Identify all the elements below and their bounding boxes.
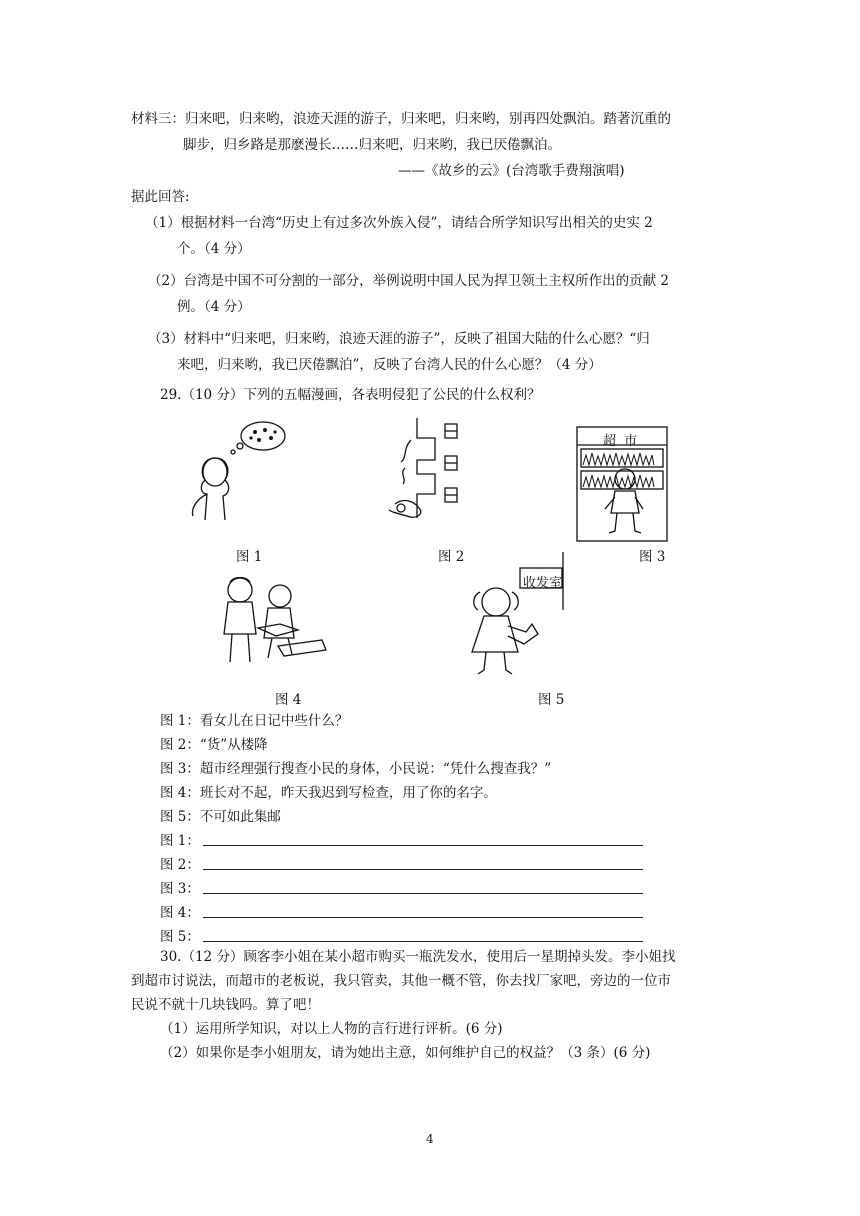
prompt-text: 据此回答: [131, 189, 190, 205]
caption-figure-1: 图 1：看女儿在日记中些什么？ [160, 713, 349, 729]
supermarket-sign: 超 市 [603, 434, 640, 449]
mailroom-sign: 收发室 [523, 576, 563, 591]
question-2-line1: （2）台湾是中国不可分割的一部分，举例说明中国人民为捍卫领土主权所作出的贡献 2 [148, 273, 669, 289]
question-3-line2: 来吧，归来哟，我已厌倦飘泊”，反映了台湾人民的什么心愿？（4 分） [177, 357, 602, 373]
question-30-line3: 民说不就十几块钱吗。算了吧！ [131, 997, 320, 1013]
figure-5-label: 图 5 [538, 692, 565, 708]
figure-1-cartoon [185, 420, 295, 525]
material3-line1: 材料三：归来吧，归来哟，浪迹天涯的游子，归来吧，归来哟，别再四处飘泊。踏著沉重的 [131, 111, 671, 127]
answer-label-figure-4: 图 4： [160, 905, 200, 921]
figure-2-cartoon [385, 418, 475, 528]
question-1-line1: （1）根据材料一台湾“历史上有过多次外族入侵”，请结合所学知识写出相关的史实 2 [145, 215, 653, 231]
figure-4-cartoon [218, 574, 330, 666]
figure-2-label: 图 2 [438, 549, 465, 565]
caption-figure-2: 图 2：“货”从楼降 [160, 737, 268, 753]
figure-4-label: 图 4 [275, 692, 302, 708]
material3-line2: 脚步，归乡路是那麽漫长……归来吧，归来哟，我已厌倦飘泊。 [183, 137, 561, 153]
question-1-line2: 个。（4 分） [177, 241, 251, 257]
caption-figure-5: 图 5：不可如此集邮 [160, 809, 281, 825]
question-30-sub1: （1）运用所学知识，对以上人物的言行进行评析。(6 分) [160, 1021, 503, 1037]
answer-label-figure-5: 图 5： [160, 929, 200, 945]
answer-line-figure-1[interactable] [203, 845, 643, 846]
figure-1-label: 图 1 [236, 549, 263, 565]
question-3-line1: （3）材料中“归来吧，归来哟，浪迹天涯的游子”，反映了祖国大陆的什么心愿？“归 [148, 331, 650, 347]
answer-line-figure-2[interactable] [203, 869, 643, 870]
question-29-title: 29.（10 分）下列的五幅漫画，各表明侵犯了公民的什么权利？ [160, 387, 541, 403]
answer-label-figure-3: 图 3： [160, 881, 200, 897]
question-30-line1: 30.（12 分）顾客李小姐在某小超市购买一瓶洗发水，使用后一星期掉头发。李小姐找 [160, 949, 676, 965]
figure-3-label: 图 3 [639, 549, 666, 565]
question-2-line2: 例。（4 分） [177, 299, 251, 315]
page-number: 4 [426, 1132, 434, 1146]
answer-label-figure-1: 图 1： [160, 833, 200, 849]
answer-label-figure-2: 图 2： [160, 857, 200, 873]
question-30-sub2: （2）如果你是李小姐朋友，请为她出主意，如何维护自己的权益？（3 条）(6 分) [160, 1045, 651, 1061]
material3-source: ——《故乡的云》(台湾歌手费翔演唱) [398, 163, 625, 179]
answer-line-figure-3[interactable] [203, 893, 643, 894]
answer-line-figure-5[interactable] [203, 941, 643, 942]
caption-figure-3: 图 3：超市经理强行搜查小民的身体，小民说：“凭什么搜查我？” [160, 761, 552, 777]
question-30-line2: 到超市讨说法，而超市的老板说，我只管卖，其他一概不管，你去找厂家吧，旁边的一位市 [131, 973, 671, 989]
figure-5-cartoon [460, 552, 570, 678]
caption-figure-4: 图 4：班长对不起，昨天我迟到写检查，用了你的名字。 [160, 785, 497, 801]
answer-line-figure-4[interactable] [203, 917, 643, 918]
